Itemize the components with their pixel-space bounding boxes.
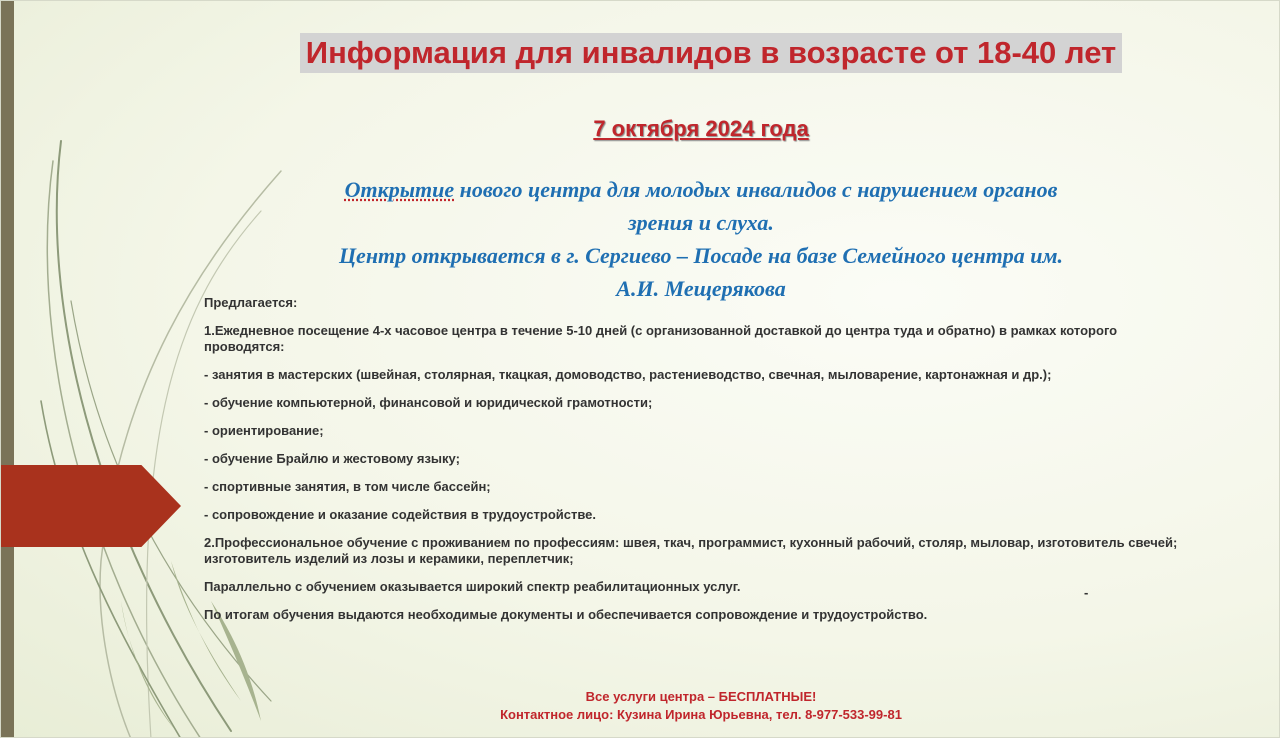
item-1-point: - обучение компьютерной, финансовой и юридической грамотности; [204,395,653,410]
subtitle-line-3: Центр открывается в г. Сергиево – Посаде на базе Семейного центра им. [338,243,1064,268]
main-content [204,295,1194,623]
subtitle-line-1-rest: нового центра для молодых инвалидов с нарушением органов [454,177,1058,202]
item-1-point: - обучение Брайлю и жестовому языку; [204,451,460,466]
parallel-services: Параллельно с обучением оказывается широкий спектр реабилитационных услуг. [204,579,741,594]
offered-label: Предлагается: [204,295,298,310]
footer [201,688,1201,724]
contact-info: Контактное лицо: Кузина Ирина Юрьевна, тел. 8-977-533-99-81 [500,707,902,722]
stray-dash: - [1084,585,1089,600]
item-1-point: - ориентирование; [204,423,324,438]
item-1-point: - занятия в мастерских (швейная, столярная, ткацкая, домоводство, растениеводство, свечная, мыловарение, картонажная и др.); [204,367,1052,382]
item-1-point: - спортивные занятия, в том числе бассейн; [204,479,491,494]
subtitle-first-word: Открытие [344,177,455,202]
subtitle [231,173,1171,305]
training-results: По итогам обучения выдаются необходимые документы и обеспечивается сопровождение и трудоустройство. [204,607,928,622]
item-1-point: - сопровождение и оказание содействия в трудоустройстве. [204,507,597,522]
item-2-line-2: изготовитель изделий из лозы и керамики, переплетчик; [204,551,574,566]
event-date: 7 октября 2024 года [593,116,809,141]
subtitle-line-1 [231,173,1171,206]
item-2-line-1: 2.Профессиональное обучение с проживанием по профессиям: швея, ткач, программист, кухонный рабочий, столяр, мыловар, изготовитель свечей; [204,535,1178,550]
subtitle-line-4: А.И. Мещерякова [616,276,786,301]
page-title: Информация для инвалидов в возрасте от 18-40 лет [300,33,1122,73]
subtitle-line-2: зрения и слуха. [628,210,774,235]
free-services-note: Все услуги центра – БЕСПЛАТНЫЕ! [585,689,817,704]
item-1-intro: 1.Ежедневное посещение 4-х часовое центра в течение 5-10 дней (с организованной доставкой до центра туда и обратно) в рамках которого проводятся: [204,323,1118,354]
title-container [1,33,1280,73]
